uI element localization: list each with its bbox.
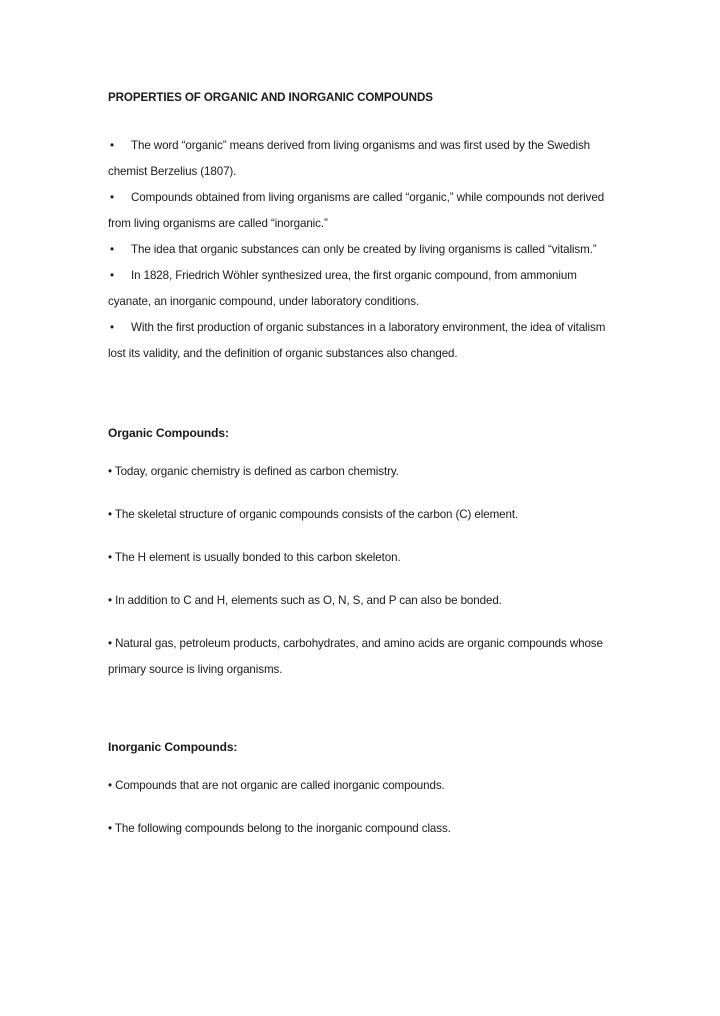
inorganic-compounds-list [108,773,613,842]
list-item: • Today, organic chemistry is defined as carbon chemistry. [108,465,399,478]
organic-compounds-list [108,459,613,683]
intro-bullet-list [108,133,613,367]
list-item: • With the first production of organic substances in a laboratory environment, the idea of vitalism lost its validity, and the definition of organic substances also changed. [108,315,613,367]
organic-compounds-heading: Organic Compounds: [108,426,229,440]
list-item: • In 1828, Friedrich Wöhler synthesized urea, the first organic compound, from ammonium cyanate, an inorganic compound, under laboratory conditions. [108,263,613,315]
list-item: • In addition to C and H, elements such as O, N, S, and P can also be bonded. [108,594,502,607]
list-item: • The H element is usually bonded to this carbon skeleton. [108,551,401,564]
bullet-icon: • [110,191,114,204]
list-item: • The word “organic” means derived from living organisms and was first used by the Swedish chemist Berzelius (1807). [108,133,613,185]
inorganic-compounds-heading: Inorganic Compounds: [108,740,238,754]
bullet-icon: • [110,321,114,334]
list-item: • The idea that organic substances can only be created by living organisms is called “vitalism.” [108,237,613,263]
list-item: • The skeletal structure of organic compounds consists of the carbon (C) element. [108,508,519,521]
list-item: • Natural gas, petroleum products, carbohydrates, and amino acids are organic compounds whose primary source is living organisms. [108,637,603,676]
list-item: • Compounds that are not organic are called inorganic compounds. [108,779,445,792]
bullet-icon: • [110,243,114,256]
list-item: • The following compounds belong to the inorganic compound class. [108,822,451,835]
bullet-icon: • [110,139,114,152]
bullet-icon: • [110,269,114,282]
document-body [108,90,613,842]
list-item: • Compounds obtained from living organisms are called “organic,” while compounds not derived from living organisms are called “inorganic.” [108,185,613,237]
document-title: PROPERTIES OF ORGANIC AND INORGANIC COMPOUNDS [108,91,433,104]
